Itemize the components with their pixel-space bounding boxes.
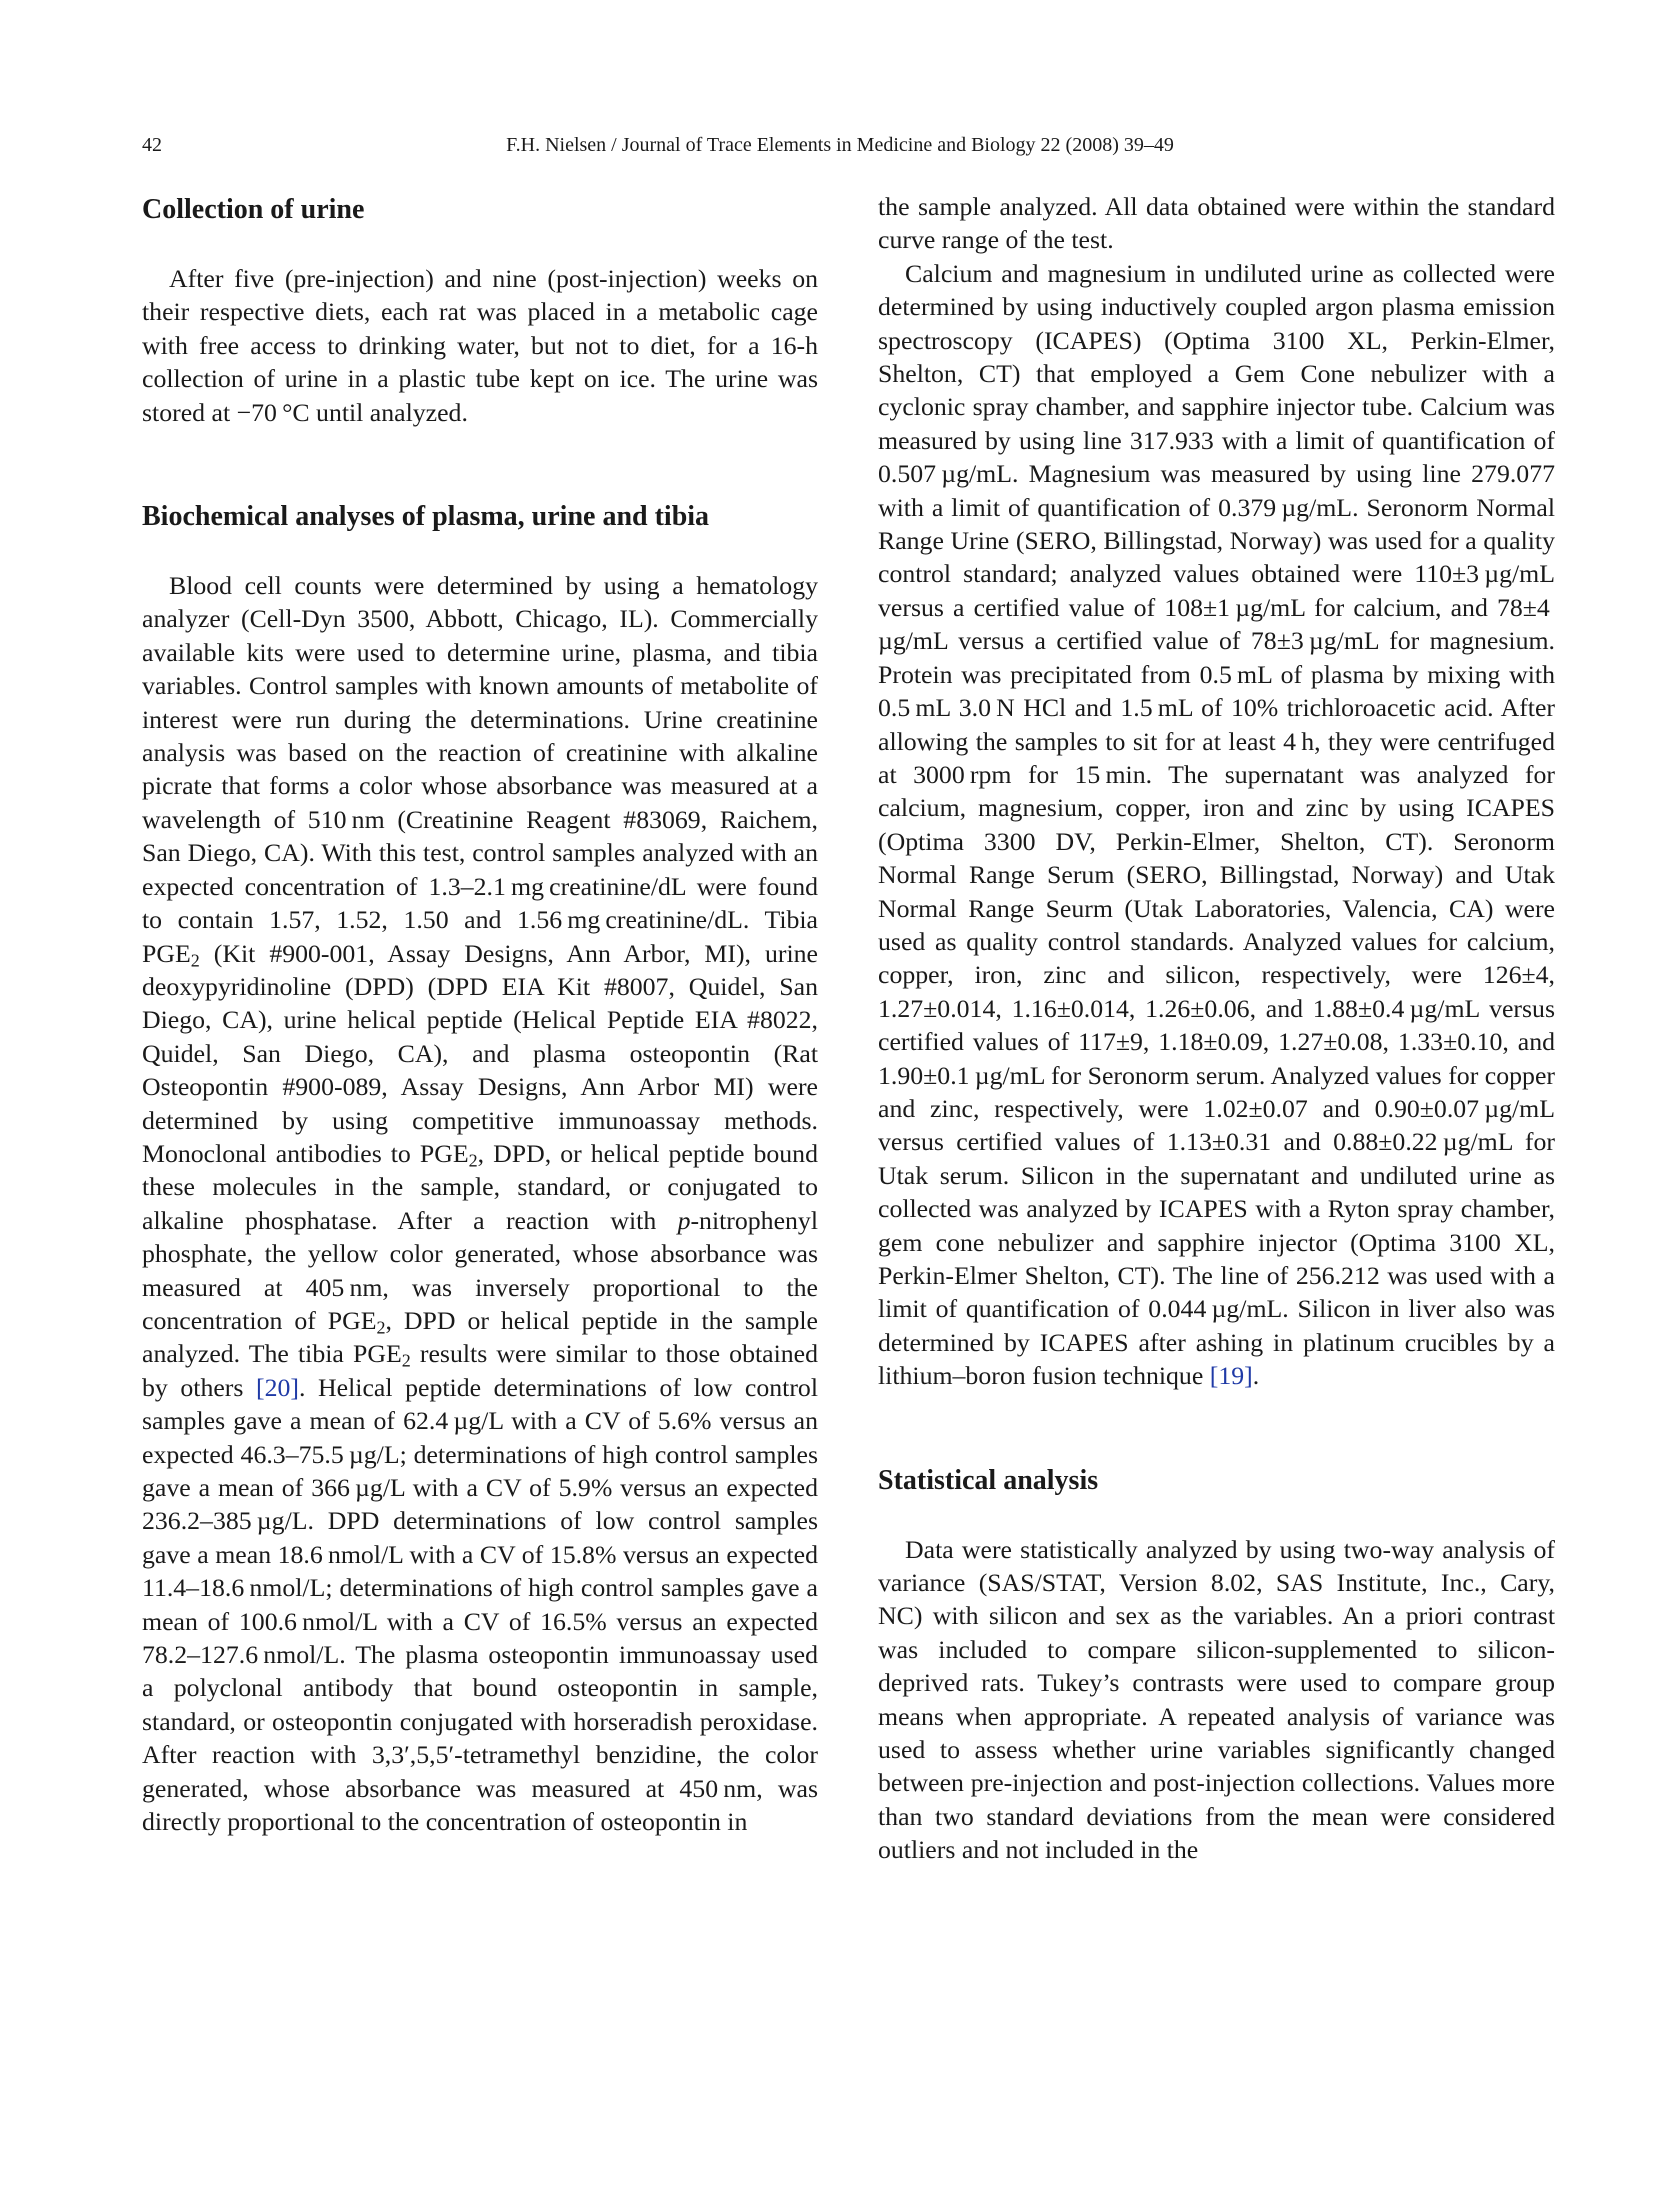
running-head: F.H. Nielsen / Journal of Trace Elements in Medicine and Biology 22 (2008) 39–49 — [506, 134, 1174, 156]
paragraph-biochemical-analyses: Blood cell counts were determined by using a hematology analyzer (Cell-Dyn 3500, Abbott, Chicago, IL). Commercially available kits were used to determine urine, plasma, and tibia variables. Control samples with known amounts of metabolite of interest were run during the determinations. Urine creatinine analysis was based on the reaction of creatinine with alkaline picrate that forms a color whose absorbance was measured at a wavelength of 510 nm (Creatinine Reagent #83069, Raichem, San Diego, CA). With this test, control samples analyzed with an expected concentration of 1.3–2.1 mg creatinine/dL were found to contain 1.57, 1.52, 1.50 and 1.56 mg creatinine/dL. Tibia $PGE_2$ (Kit #900-001, Assay Designs, Ann Arbor, MI), urine deoxypyridinoline (DPD) (DPD EIA Kit #8007, Quidel, San Diego, CA), urine helical peptide (Helical Peptide EIA #8022, Quidel, San Diego, CA), and plasma osteopontin (Rat Osteopontin #900-089, Assay Designs, Ann Arbor MI) were determined by using competitive immunoassay methods. Monoclonal antibodies to $PGE_2$, DPD, or helical peptide bound these molecules in the sample, standard, or conjugated to alkaline phosphatase. After a reaction with p-nitrophenyl phosphate, the yellow color generated, whose absorbance was measured at 405 nm, was inversely proportional to the concentration of $PGE_2$, DPD or helical peptide in the sample analyzed. The tibia $PGE_2$ results were similar to those obtained by others [20]. Helical peptide determinations of low control samples gave a mean of 62.4 µg/L with a CV of 5.6% versus an expected 46.3–75.5 µg/L; determinations of high control samples gave a mean of 366 µg/L with a CV of 5.9% versus an expected 236.2–385 µg/L. DPD determinations of low control samples gave a mean 18.6 nmol/L with a CV of 15.8% versus an expected 11.4–18.6 nmol/L; determinations of high control samples gave a mean of 100.6 nmol/L with a CV of 16.5% versus an expected 78.2–127.6 nmol/L. The plasma osteopontin immunoassay used a polyclonal antibody that bound osteopontin in sample, standard, or osteopontin conjugated with horseradish peroxidase. After reaction with 3,3′,5,5′-tetramethyl benzidine, the color generated, whose absorbance was measured at 450 nm, was directly proportional to the concentration of osteopontin in — [142, 571, 818, 1837]
paragraph-statistical-analysis: Data were statistically analyzed by using two-way analysis of variance (SAS/STAT, Version 8.02, SAS Institute, Inc., Cary, NC) with silicon and sex as the variables. An a priori contrast was included to compare silicon-supplemented to silicon-deprived rats. Tukey’s contrasts were used to compare group means when appropriate. A repeated analysis of variance was used to assess whether urine variables significantly changed between pre-injection and post-injection collections. Values more than two standard deviations from the mean were considered outliers and not included in the — [878, 1534, 1555, 1865]
paragraph-icapes: Calcium and magnesium in undiluted urine as collected were determined by using inductively coupled argon plasma emission spectroscopy (ICAPES) (Optima 3100 XL, Perkin-Elmer, Shelton, CT) that employed a Gem Cone nebulizer with a cyclonic spray chamber, and sapphire injector tube. Calcium was measured by using line 317.933 with a limit of quantification of 0.507 µg/mL. Magnesium was measured by using line 279.077 with a limit of quantification of 0.379 µg/mL. Seronorm Normal Range Urine (SERO, Billingstad, Norway) was used for a quality control standard; analyzed values obtained were 110±3 µg/mL versus a certified value of 108±1 µg/mL for calcium, and 78±4 µg/mL versus a certified value of 78±3 µg/mL for magnesium. Protein was precipitated from 0.5 mL of plasma by mixing with 0.5 mL 3.0 N HCl and 1.5 mL of 10% trichloroacetic acid. After allowing the samples to sit for at least 4 h, they were centrifuged at 3000 rpm for 15 min. The supernatant was analyzed for calcium, magnesium, copper, iron and zinc by using ICAPES (Optima 3300 DV, Perkin-Elmer, Shelton, CT). Seronorm Normal Range Serum (SERO, Billingstad, Norway) and Utak Normal Range Seurm (Utak Laboratories, Valencia, CA) were used as quality control standards. Analyzed values for calcium, copper, iron, zinc and silicon, respectively, were 126±4, 1.27±0.014, 1.16±0.014, 1.26±0.06, and 1.88±0.4 µg/mL versus certified values of 117±9, 1.18±0.09, 1.27±0.08, 1.33±0.10, and 1.90±0.1 µg/mL for Seronorm serum. Analyzed values for copper and zinc, respectively, were 1.02±0.07 and 0.90±0.07 µg/mL versus certified values of 1.13±0.31 and 0.88±0.22 µg/mL for Utak serum. Silicon in the supernatant and undiluted urine as collected was analyzed by ICAPES with a Ryton spray chamber, gem cone nebulizer and sapphire injector (Optima 3100 XL, Perkin-Elmer Shelton, CT). The line of 256.212 was used with a limit of quantification of 0.044 µg/mL. Silicon in liver also was determined by ICAPES after ashing in platinum crucibles by a lithium–boron fusion technique [19]. — [878, 258, 1555, 1391]
paragraph-continued: the sample analyzed. All data obtained were within the standard curve range of the test. — [878, 192, 1555, 255]
heading-collection-of-urine: Collection of urine — [142, 194, 365, 225]
paragraph-collection-of-urine: After five (pre-injection) and nine (post-injection) weeks on their respective diets, each rat was placed in a metabolic cage with free access to drinking water, but not to diet, for a 16-h collection of urine in a plastic tube kept on ice. The urine was stored at −70 °C until analyzed. — [142, 264, 818, 427]
page-number: 42 — [142, 134, 162, 156]
citation-19[interactable]: [19] — [1209, 1361, 1253, 1391]
page-header — [142, 130, 1538, 160]
right-column — [878, 190, 1555, 1867]
left-column — [142, 190, 818, 1838]
heading-biochemical-analyses: Biochemical analyses of plasma, urine and tibia — [142, 501, 710, 533]
heading-statistical-analysis: Statistical analysis — [878, 1464, 1099, 1496]
citation-20[interactable]: [20] — [256, 1372, 300, 1402]
